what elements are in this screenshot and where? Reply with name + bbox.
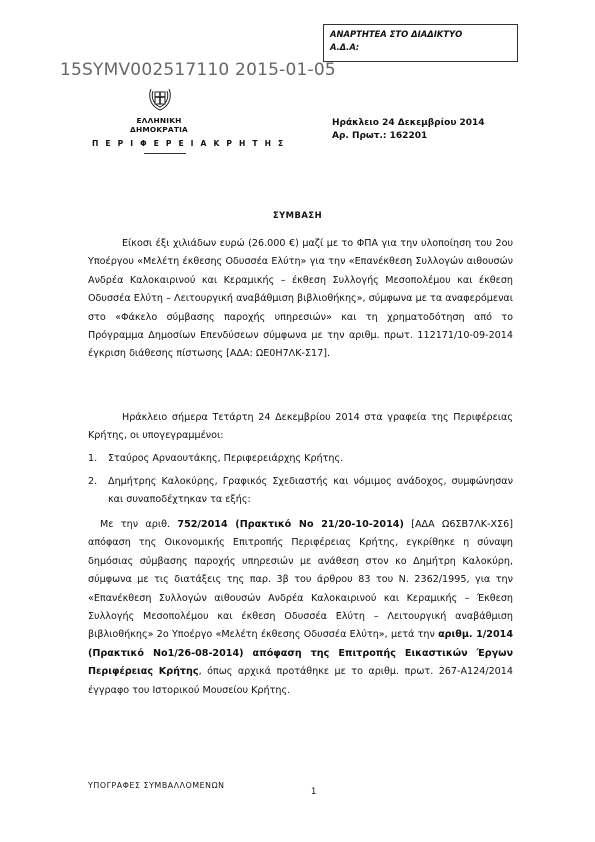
region-label: Π Ε Ρ Ι Φ Ε Ρ Ε Ι Α Κ Ρ Η Τ Η Σ: [92, 139, 286, 148]
place-and-date: Ηράκλειο 24 Δεκεμβρίου 2014: [332, 118, 485, 128]
greek-emblem-icon: [147, 86, 173, 112]
decision-number-bold: 752/2014 (Πρακτικό Νο 21/20-10-2014): [177, 519, 404, 530]
list-item-number: 2.: [88, 476, 98, 487]
decision-paragraph: [88, 516, 513, 700]
stamp-line-1: ΑΝΑΡΤΗΤΕΑ ΣΤΟ ΔΙΑΔΙΚΤΥΟ: [330, 29, 463, 39]
region-underline: [144, 153, 186, 154]
page-number: 1: [311, 786, 317, 796]
stamp-line-2: Α.Δ.Α:: [330, 42, 360, 52]
republic-label: ΕΛΛΗΝΙΚΗ ΔΗΜΟΚΡΑΤΙΑ: [130, 116, 188, 134]
contract-amount-paragraph: Είκοσι έξι χιλιάδων ευρώ (26.000 €) μαζί με το ΦΠΑ για την υλοποίηση του 2ου Υποέργου «Μελέτη έκθεσης Οδυσσέα Ελύτη» για την «Επανέκθεση Συλλογών αιθουσών Ανδρέα Καλοκαιρινού και Κεραμικής – έκθεση Συλλογής Μεσοπολέμου και έκθεση Οδυσσέα Ελύτη – Λειτουργική αναβάθμιση βιβλιοθήκης», σύμφωνα με τα αναφερόμεναι στο «Φάκελο σύμβασης παροχής υπηρεσιών» και τη χρηματοδότηση από το Πρόγραμμα Δημοσίων Επενδύσεων σύμφωνα με την αριθμ. πρωτ. 112171/10-09-2014 έγκριση διάθεσης πίστωσης [ΑΔΑ: ΩΕ0Η7ΛΚ-Σ17].: [88, 238, 513, 360]
posting-stamp-box: [323, 24, 518, 62]
decision-text-a: Με την αριθ.: [100, 519, 178, 530]
signatures-label: ΥΠΟΓΡΑΦΕΣ ΣΥΜΒΑΛΛΟΜΕΝΩΝ: [88, 781, 225, 790]
list-item-number: 1.: [88, 453, 98, 464]
signing-place-paragraph: Ηράκλειο σήμερα Τετάρτη 24 Δεκεμβρίου 2014 στα γραφεία της Περιφέρειας Κρήτης, οι υπογεγραμμένοι:: [88, 412, 513, 442]
decision-text-e: , όπως αρχικά προτάθηκε με το αριθμ. πρωτ. 267-Α124/2014 έγγραφο του Ιστορικού Μουσείου Κρήτης.: [88, 666, 513, 696]
list-item-text: Δημήτρης Καλοκύρης, Γραφικός Σχεδιαστής και νόμιμος ανάδοχος, συμφώνησαν και συναποδέχτηκαν τα εξής:: [108, 476, 513, 506]
document-id: 15SYMV002517110 2015-01-05: [60, 60, 336, 80]
protocol-number: Αρ. Πρωτ.: 162201: [332, 131, 428, 141]
list-item-text: Σταύρος Αρναουτάκης, Περιφερειάρχης Κρήτης.: [108, 453, 344, 464]
decision-text-c: [ΑΔΑ Ω6ΣΒ7ΛΚ-ΧΣ6] απόφαση της Οικονομικής Επιτροπής Περιφέρειας Κρήτης, εγκρίθηκε η σύναψη δημόσιας σύμβασης παροχής υπηρεσιών με ανάθεση στον κο Δημήτρη Καλοκύρη, σύμφωνα με τις διατάξεις της παρ. 3β του άρθρου 83 του Ν. 2362/1995, για την «Επανέκθεση Συλλογών αιθουσών Ανδρέα Καλοκαιρινού και Κεραμικής – Έκθεση Συλλογής Μεσοπολέμου και έκθεση Οδυσσέα Ελύτη – Λειτουργική αναβάθμιση βιβλιοθήκης» 2ο Υποέργο «Μελέτη έκθεσης Οδυσσέα Ελύτη», μετά την: [88, 519, 513, 641]
committee-decision-bold: αριθμ. 1/2014 (Πρακτικό Νο1/26-08-2014) απόφαση της Επιτροπής Εικαστικών Έργων Περιφέρειας Κρήτης: [88, 629, 513, 678]
document-title: ΣΥΜΒΑΣΗ: [272, 210, 323, 220]
